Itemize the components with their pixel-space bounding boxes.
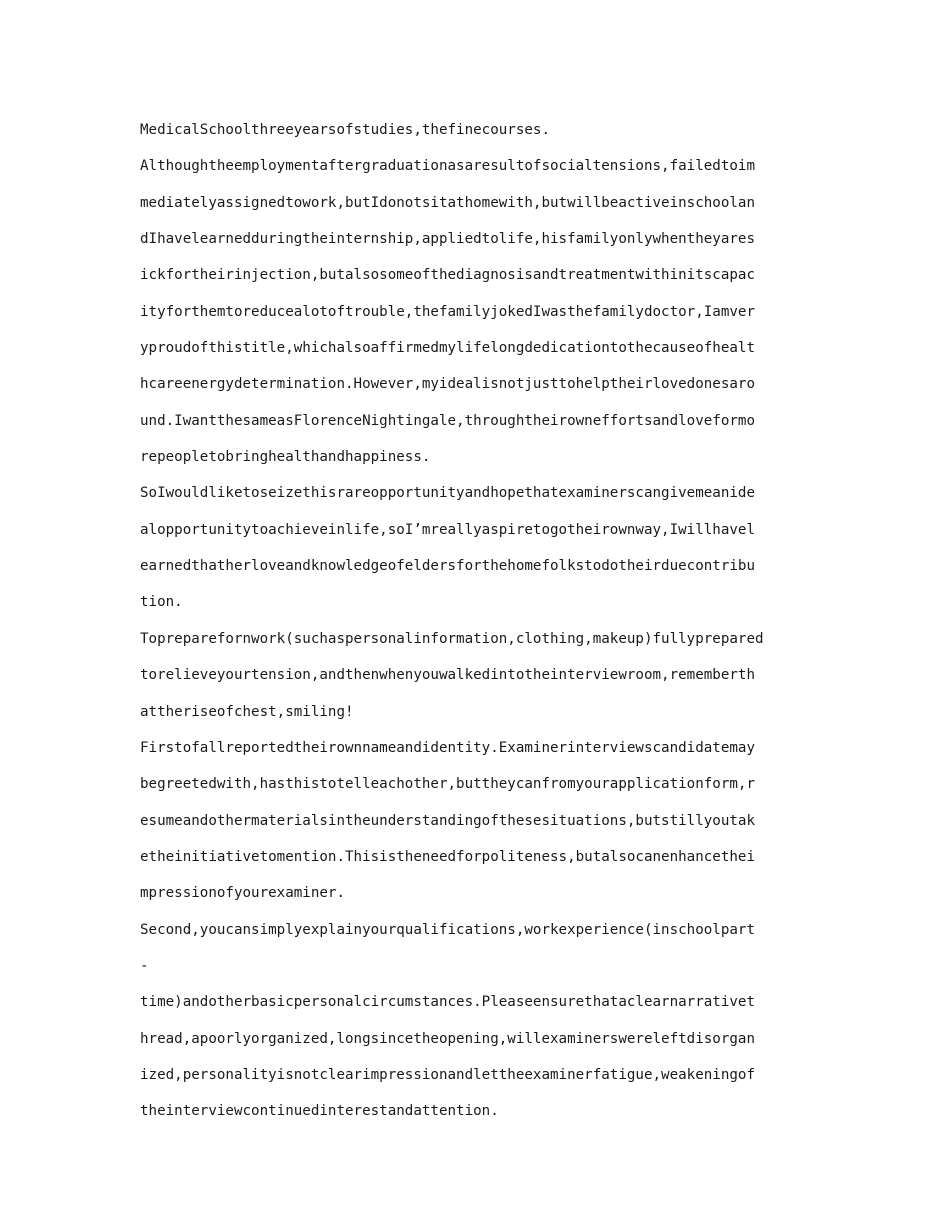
text-line: yproudofthistitle,whichalsoaffirmedmylifelongdedicationtothecauseofhealt [140,340,755,357]
text-line: tion. [140,594,183,611]
text-line: und.IwantthesameasFlorenceNightingale,throughtheirowneffortsandloveformo [140,412,755,429]
text-line: ized,personalityisnotclearimpressionandlettheexaminerfatigue,weakeningof [140,1066,755,1083]
text-line: Topreparefornwork(suchaspersonalinformation,clothing,makeup)fullyprepared [140,630,764,647]
text-line: alopportunitytoachieveinlife,soI’mreallyaspiretogotheirownway,Iwillhavel [140,521,755,538]
text-line: hread,apoorlyorganized,longsincetheopening,willexaminerswereleftdisorgan [140,1030,755,1047]
text-line: attheriseofchest,smiling! [140,703,354,720]
text-line: hcareenergydetermination.However,myidealisnotjusttohelptheirlovedonesaro [140,376,755,393]
text-line: mpressionofyourexaminer. [140,885,345,902]
text-line: ityforthemtoreducealotoftrouble,thefamilyjokedIwasthefamilydoctor,Iamver [140,303,755,320]
text-line: SoIwouldliketoseizethisrareopportunityandhopethatexaminerscangivemeanide [140,485,755,502]
text-line: - [140,957,149,974]
text-line: earnedthatherloveandknowledgeofeldersforthehomefolkstodotheirduecontribu [140,558,755,575]
text-line: time)andotherbasicpersonalcircumstances.Pleaseensurethataclearnarrativet [140,994,755,1011]
text-line: dIhavelearnedduringtheinternship,appliedtolife,hisfamilyonlywhentheyares [140,231,755,248]
document-page [140,112,812,1130]
text-line: mediatelyassignedtowork,butIdonotsitathomewith,butwillbeactiveinschoolan [140,194,755,211]
text-line: Firstofallreportedtheirownnameandidentity.Examinerinterviewscandidatemay [140,739,755,756]
text-line: esumeandothermaterialsintheunderstandingofthesesituations,butstillyoutak [140,812,755,829]
text-line: torelieveyourtension,andthenwhenyouwalkedintotheinterviewroom,rememberth [140,667,755,684]
text-line: ickfortheirinjection,butalsosomeofthediagnosisandtreatmentwithinitscapac [140,267,755,284]
text-line: Second,youcansimplyexplainyourqualifications,workexperience(inschoolpart [140,921,755,938]
text-line: theinterviewcontinuedinterestandattention. [140,1103,499,1120]
text-line: begreetedwith,hasthistotelleachother,buttheycanfromyourapplicationform,r [140,776,755,793]
text-line: etheinitiativetomention.Thisistheneedforpoliteness,butalsocanenhancethei [140,848,755,865]
text-line: repeopletobringhealthandhappiness. [140,449,431,466]
text-line: Althoughtheemploymentaftergraduationasaresultofsocialtensions,failedtoim [140,158,755,175]
text-line: MedicalSchoolthreeyearsofstudies,thefinecourses. [140,122,550,138]
